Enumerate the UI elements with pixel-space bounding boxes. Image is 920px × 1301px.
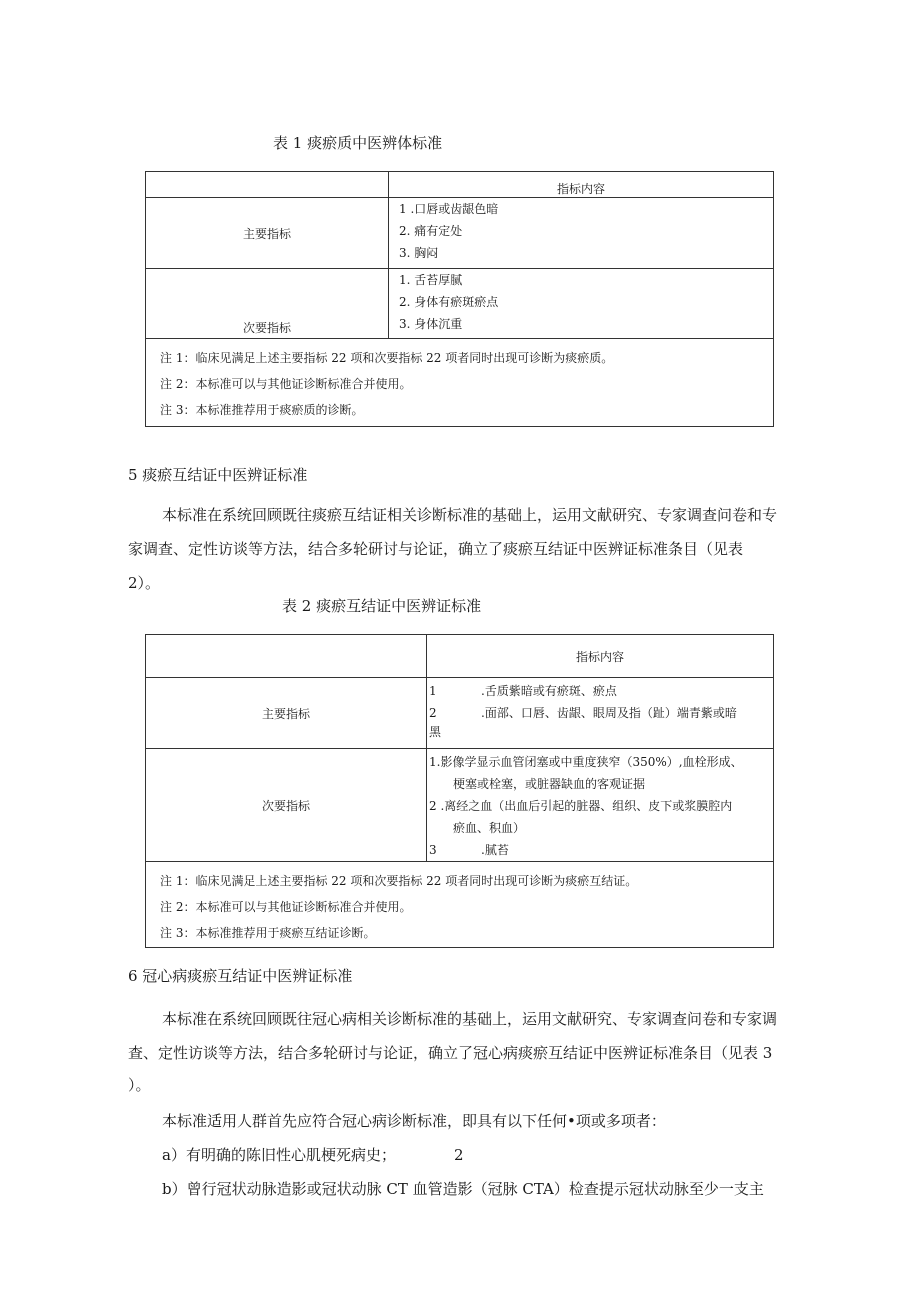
table1-header-text: 指标内容 bbox=[556, 182, 605, 196]
item-text: .舌质紫暗或有瘀斑、瘀点 bbox=[481, 684, 617, 698]
item-number: 2 bbox=[429, 706, 437, 720]
note: 注 2：本标准可以与其他证诊断标准合并使用。 bbox=[160, 900, 412, 914]
item-text: .面部、口唇、齿龈、眼周及指（趾）端青紫或暗 bbox=[481, 706, 737, 720]
list-item bbox=[427, 795, 773, 817]
list-item bbox=[427, 839, 773, 861]
section5-heading: 5 痰瘀互结证中医辨证标准 bbox=[128, 466, 308, 484]
list-item: 3. 身体沉重 bbox=[399, 317, 463, 331]
list-item-a: a）有明确的陈旧性心肌梗死病史； bbox=[162, 1146, 396, 1164]
table1-secondary-items bbox=[389, 269, 774, 339]
item-text: 黑 bbox=[429, 725, 442, 739]
item-text: .离经之血（出血后引起的脏器、组织、皮下或浆膜腔内 bbox=[436, 799, 733, 813]
list-item bbox=[427, 724, 773, 740]
list-item bbox=[427, 680, 773, 702]
list-item bbox=[427, 751, 773, 773]
table1-caption: 表 1 痰瘀质中医辨体标准 bbox=[273, 134, 443, 152]
table1-header bbox=[389, 172, 774, 198]
note: 注 3：本标准推荐用于痰瘀互结证诊断。 bbox=[160, 926, 376, 940]
table2-secondary-label: 次要指标 bbox=[146, 749, 427, 862]
item-number: 1. bbox=[429, 755, 441, 769]
note: 注 2：本标准可以与其他证诊断标准合并使用。 bbox=[160, 377, 412, 391]
section5-paragraph: 本标准在系统回顾既往痰瘀互结证相关诊断标准的基础上，运用文献研究、专家调查问卷和专家调查、定性访谈等方法，结合多轮研讨与论证，确立了痰瘀互结证中医辨证标准条目（见表 2）。 bbox=[128, 506, 778, 592]
note: 注 1：临床见满足上述主要指标 22 项和次要指标 22 项者同时出现可诊断为痰瘀质。 bbox=[160, 351, 614, 365]
list-item: 3. 胸闷 bbox=[399, 246, 439, 260]
table1-header-blank bbox=[146, 172, 389, 198]
table1 bbox=[145, 171, 774, 427]
list-item: 2. 身体有瘀斑瘀点 bbox=[399, 295, 499, 309]
table1-notes bbox=[146, 339, 774, 427]
item-number: 3 bbox=[429, 843, 437, 857]
list-item-a-mark: 2 bbox=[454, 1146, 464, 1164]
table2 bbox=[145, 634, 774, 948]
section6-paragraph-line: ）。 bbox=[128, 1076, 151, 1094]
section6-paragraph-line: 查、定性访谈等方法，结合多轮研讨与论证，确立了冠心病痰瘀互结证中医辨证标准条目（见表 3 bbox=[128, 1044, 773, 1062]
item-number: 2 bbox=[429, 799, 437, 813]
note: 注 1：临床见满足上述主要指标 22 项和次要指标 22 项者同时出现可诊断为痰瘀互结证。 bbox=[160, 874, 638, 888]
list-item-b: b）曾行冠状动脉造影或冠状动脉 CT 血管造影（冠脉 CTA）检查提示冠状动脉至少一支主 bbox=[162, 1180, 764, 1198]
item-text: 影像学显示血管闭塞或中重度狭窄（350%）,血栓形成、 bbox=[440, 755, 743, 769]
list-item: 1 .口唇或齿龈色暗 bbox=[399, 202, 499, 216]
table1-secondary-label: 次要指标 bbox=[146, 269, 389, 339]
table2-secondary-items bbox=[427, 749, 774, 862]
section6-paragraph-line: 本标准在系统回顾既往冠心病相关诊断标准的基础上，运用文献研究、专家调查问卷和专家调 bbox=[162, 1010, 778, 1028]
table2-caption: 表 2 痰瘀互结证中医辨证标准 bbox=[282, 597, 482, 615]
table2-header bbox=[427, 635, 774, 678]
table2-main-items bbox=[427, 678, 774, 749]
note: 注 3：本标准推荐用于痰瘀质的诊断。 bbox=[160, 403, 364, 417]
table2-notes bbox=[146, 862, 774, 948]
list-item: 1. 舌苔厚腻 bbox=[399, 273, 463, 287]
section6-paragraph-2: 本标准适用人群首先应符合冠心病诊断标准，即具有以下任何•项或多项者： bbox=[162, 1112, 666, 1130]
table2-header-text: 指标内容 bbox=[575, 649, 624, 664]
list-item-continued: 梗塞或栓塞，或脏器缺血的客观证据 bbox=[453, 777, 646, 791]
list-item bbox=[427, 702, 773, 724]
table1-main-items bbox=[389, 198, 774, 269]
list-item-continued: 瘀血、积血） bbox=[453, 821, 526, 835]
list-item: 2. 痛有定处 bbox=[399, 224, 463, 238]
item-text: .腻苔 bbox=[481, 843, 509, 857]
table2-header-blank bbox=[146, 635, 427, 678]
table1-main-label: 主要指标 bbox=[146, 198, 389, 269]
table2-main-label: 主要指标 bbox=[146, 678, 427, 749]
section6-heading: 6 冠心病痰瘀互结证中医辨证标准 bbox=[128, 967, 353, 985]
item-number: 1 bbox=[429, 684, 437, 698]
